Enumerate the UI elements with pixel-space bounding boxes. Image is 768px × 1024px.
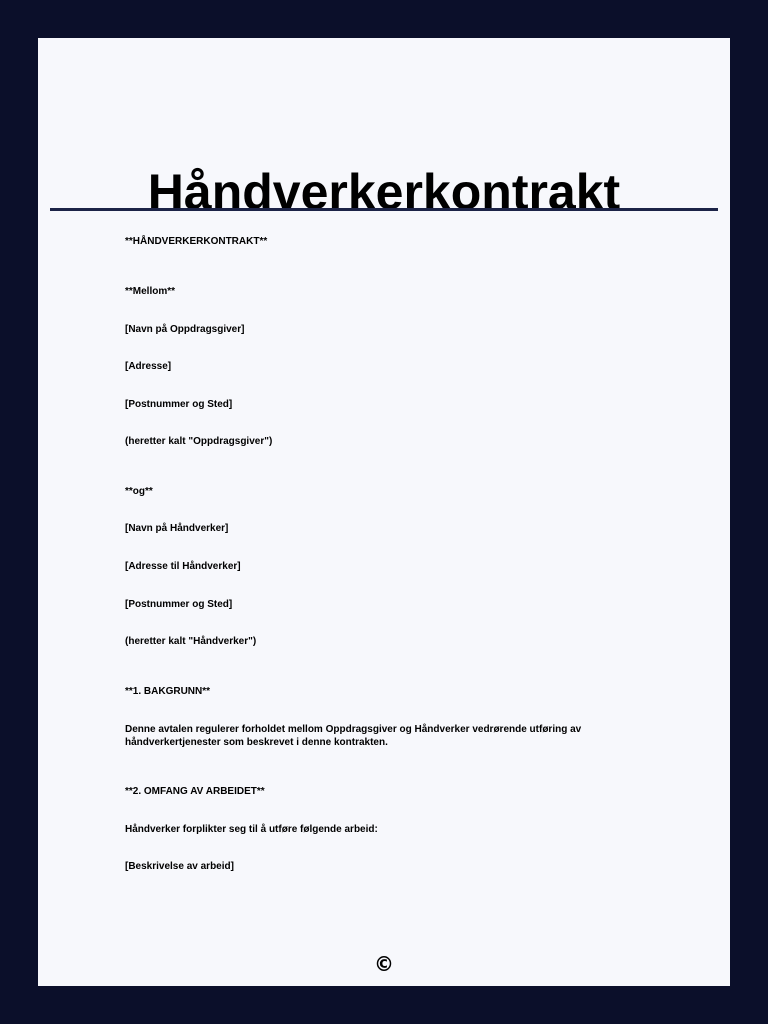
title-divider [50,208,718,211]
section-and: **og** [125,486,153,497]
contractor-address: [Adresse til Håndverker] [125,561,241,572]
client-postcode: [Postnummer og Sted] [125,399,233,410]
background-paragraph: Denne avtalen regulerer forholdet mellom Oppdragsgiver og Håndverker vedrørende utføring av håndverkertjenester som beskrevet i denne kontrakten. [125,724,585,748]
section-between: **Mellom** [125,286,176,297]
contractor-alias: (heretter kalt "Håndverker") [125,636,257,647]
section-scope-heading: **2. OMFANG AV ARBEIDET** [125,786,265,797]
client-name: [Navn på Oppdragsgiver] [125,324,245,335]
client-address: [Adresse] [125,361,172,372]
client-alias: (heretter kalt "Oppdragsgiver") [125,436,273,447]
work-description: [Beskrivelse av arbeid] [125,861,234,872]
scope-paragraph: Håndverker forplikter seg til å utføre følgende arbeid: [125,824,378,835]
contractor-postcode: [Postnummer og Sted] [125,599,233,610]
document-page [38,38,730,986]
contractor-name: [Navn på Håndverker] [125,523,229,534]
contract-heading: **HÅNDVERKERKONTRAKT** [125,236,268,247]
section-background-heading: **1. BAKGRUNN** [125,686,211,697]
document-title: Håndverkerkontrakt [147,164,621,220]
copyright-icon: © [374,952,394,976]
